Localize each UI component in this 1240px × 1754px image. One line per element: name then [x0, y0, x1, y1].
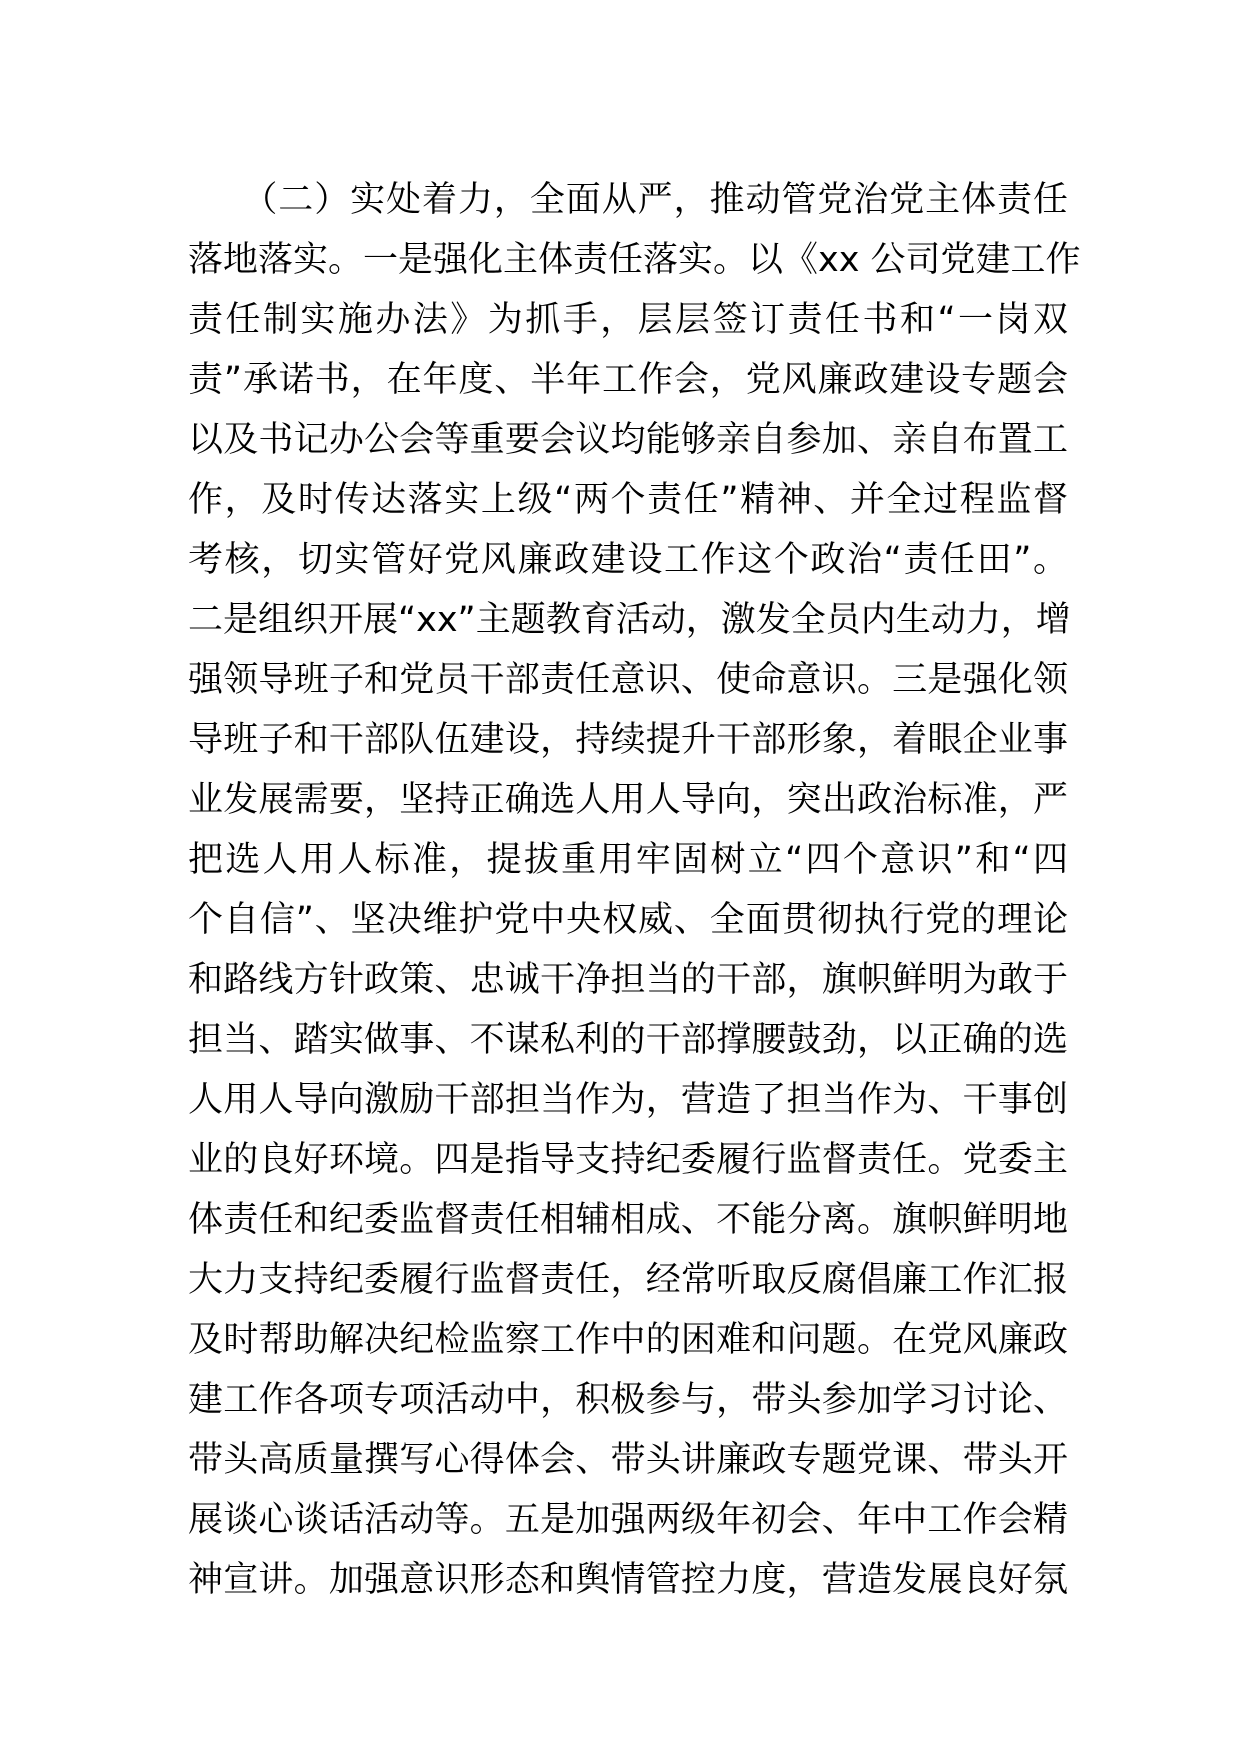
text-line: 落地落实。一是强化主体责任落实。以《xx 公司党建工作 — [188, 240, 1081, 280]
text-line: 责”承诺书，在年度、半年工作会，党风廉政建设专题会 — [188, 360, 1068, 400]
text-line: 业发展需要，坚持正确选人用人导向，突出政治标准，严 — [188, 780, 1068, 820]
text-line: 神宣讲。加强意识形态和舆情管控力度，营造发展良好氛 — [188, 1560, 1068, 1600]
text-line: 导班子和干部队伍建设，持续提升干部形象，着眼企业事 — [188, 720, 1068, 760]
text-line: 二是组织开展“xx”主题教育活动，激发全员内生动力，增 — [188, 600, 1071, 640]
text-line: 和路线方针政策、忠诚干净担当的干部，旗帜鲜明为敢于 — [188, 960, 1068, 1000]
text-line: 大力支持纪委履行监督责任，经常听取反腐倡廉工作汇报 — [188, 1260, 1068, 1300]
text-line: 作，及时传达落实上级“两个责任”精神、并全过程监督 — [188, 480, 1068, 520]
text-line: 带头高质量撰写心得体会、带头讲廉政专题党课、带头开 — [188, 1440, 1068, 1480]
text-line: 担当、踏实做事、不谋私利的干部撑腰鼓劲，以正确的选 — [188, 1020, 1068, 1060]
text-line: 业的良好环境。四是指导支持纪委履行监督责任。党委主 — [188, 1140, 1068, 1180]
text-line: 强领导班子和党员干部责任意识、使命意识。三是强化领 — [188, 660, 1068, 700]
text-line: 考核，切实管好党风廉政建设工作这个政治“责任田”。 — [188, 540, 1068, 580]
text-line: 以及书记办公会等重要会议均能够亲自参加、亲自布置工 — [188, 420, 1068, 460]
text-line: 把选人用人标准，提拔重用牢固树立“四个意识”和“四 — [188, 840, 1068, 880]
text-line: 个自信”、坚决维护党中央权威、全面贯彻执行党的理论 — [188, 900, 1068, 940]
text-line: 建工作各项专项活动中，积极参与，带头参加学习讨论、 — [188, 1380, 1068, 1420]
text-line: 体责任和纪委监督责任相辅相成、不能分离。旗帜鲜明地 — [188, 1200, 1068, 1240]
text-line: （二）实处着力，全面从严，推动管党治党主体责任 — [188, 180, 1068, 220]
text-line: 责任制实施办法》为抓手，层层签订责任书和“一岗双 — [188, 300, 1068, 340]
text-line: 人用人导向激励干部担当作为，营造了担当作为、干事创 — [188, 1080, 1068, 1120]
text-line: 展谈心谈话活动等。五是加强两级年初会、年中工作会精 — [188, 1500, 1068, 1540]
text-line: 及时帮助解决纪检监察工作中的困难和问题。在党风廉政 — [188, 1320, 1068, 1360]
body-text — [188, 170, 1081, 1610]
